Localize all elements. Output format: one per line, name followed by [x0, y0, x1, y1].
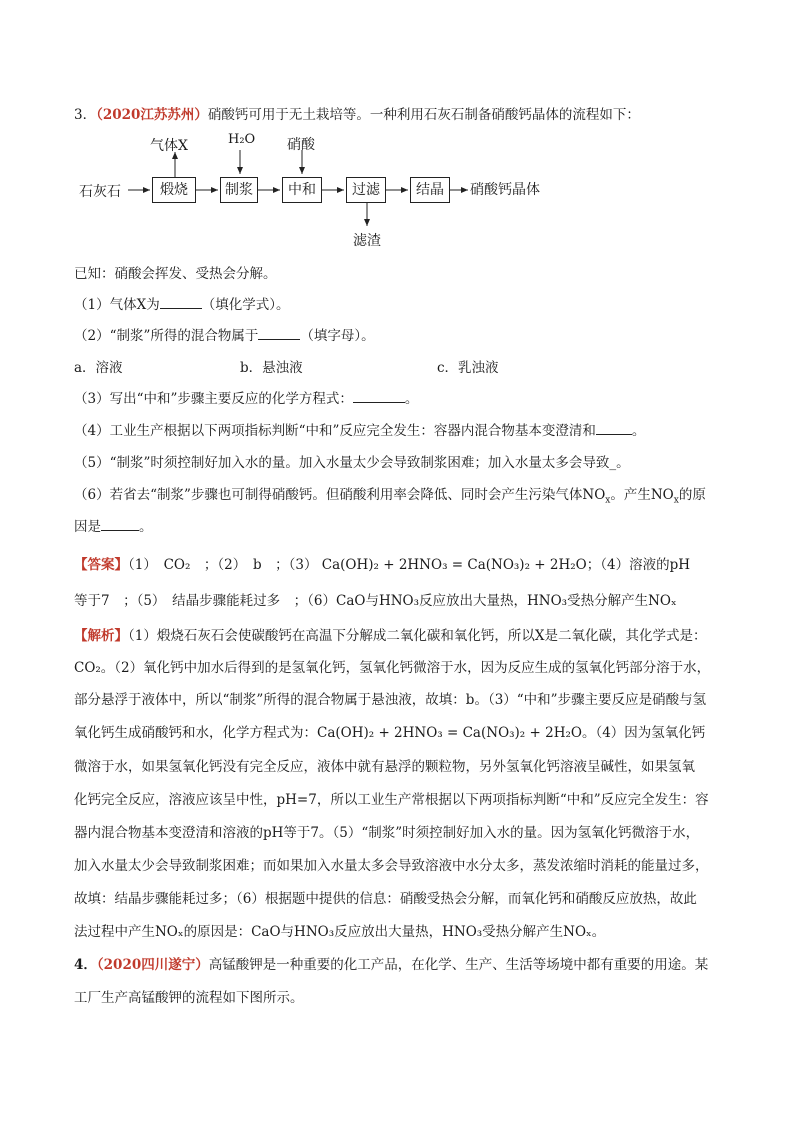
- question-4-source: （2020四川遂宁）: [96, 957, 209, 973]
- sub-question-3: [74, 387, 418, 407]
- sub-question-2-suffix: （填字母）。: [300, 328, 375, 344]
- sub-question-1-suffix: （填化学式）。: [201, 297, 290, 313]
- question-4-stem: 高锰酸钾是一种重要的化工产品，在化学、生产、生活等场境中都有重要的用途。某: [208, 957, 709, 973]
- answer-equation: Ca(OH)₂ + 2HNO₃ = Ca(NO₃)₂ + 2H₂O: [321, 557, 587, 573]
- sub-question-3-text: （3）写出“中和”步骤主要反应的化学方程式：: [74, 391, 353, 407]
- sub-question-5: （5）“制浆”时须控制好加入水的量。加入水量太少会导致制浆困难；加入水量太多会导致_。: [74, 455, 630, 471]
- sub-question-4-suffix: 。: [631, 423, 646, 439]
- flow-step-filter: 过滤: [346, 177, 386, 203]
- sub-question-6-text-3: 的原: [678, 487, 706, 503]
- flow-residue-label: 滤渣: [353, 233, 381, 249]
- sub-question-4-text: （4）工业生产根据以下两项指标判断“中和”反应完全发生：容器内混合物基本变澄清和: [74, 423, 596, 439]
- flow-output-label: 硝酸钙晶体: [470, 182, 540, 198]
- question-stem: 硝酸钙可用于无土栽培等。一种利用石灰石制备硝酸钙晶体的流程如下：: [207, 107, 640, 123]
- flow-water-label: H₂O: [228, 132, 256, 147]
- analysis-line-7: 器内混合物基本变澄清和溶液的pH等于7。（5）“制浆”时须控制好加入水的量。因为氢氧化钙微溶于水，: [74, 825, 700, 841]
- analysis-line-3: 部分悬浮于液体中，所以“制浆”所得的混合物属于悬浊液，故填：b。（3）“中和”步骤主要反应是硝酸与氢: [74, 692, 707, 708]
- sub-question-6-text-2: 。产生NO: [610, 487, 674, 503]
- analysis-line-2: CO₂。（2）氧化钙中加水后得到的是氢氧化钙，氢氧化钙微溶于水，因为反应生成的氢氧化钙部分溶于水，: [74, 660, 711, 676]
- sub-question-6-text-4: 因是: [74, 519, 101, 535]
- sub-question-6-suffix: 。: [139, 519, 153, 535]
- flow-input-label: 石灰石: [79, 184, 121, 200]
- answer-text-2: ；（4）溶液的pH: [586, 557, 690, 573]
- sub-question-3-suffix: 。: [404, 391, 419, 407]
- question-number: 3．: [74, 107, 97, 123]
- question-4-number: 4．: [74, 957, 97, 973]
- flow-step-calcine: 煅烧: [152, 177, 196, 203]
- analysis-line-6: 化钙完全反应，溶液应该呈中性，pH=7，所以工业生产常根据以下两项指标判断“中和”反应完全发生：容: [74, 792, 709, 808]
- sub-question-6-continued: [74, 515, 153, 535]
- known-info: 已知：硝酸会挥发、受热会分解。: [74, 266, 277, 282]
- analysis-line-8: 加入水量太少会导致制浆困难；而如果加入水量太多会导致溶液中水分太多，蒸发浓缩时消耗的能量过多，: [74, 858, 709, 874]
- subscript-x-2: x: [673, 495, 679, 506]
- answer-blank-3: [353, 390, 405, 403]
- answer-line-2: 等于7 ；（5） 结晶步骤能耗过多 ；（6）CaO与HNO₃反应放出大量热，HNO₃受热分解产生NOₓ: [74, 593, 677, 609]
- answer-label: 【答案】: [74, 557, 128, 573]
- flow-arrows: [0, 0, 794, 260]
- sub-question-2: [74, 324, 375, 344]
- sub-question-6: [74, 483, 706, 506]
- flow-acid-label: 硝酸: [287, 137, 315, 153]
- subscript-x: x: [605, 495, 611, 506]
- answer-blank-4: [596, 422, 632, 435]
- answer-blank-6: [101, 518, 139, 531]
- flow-step-slurry: 制浆: [220, 177, 258, 203]
- answer-blank-1: [160, 296, 202, 309]
- question-4-stem-line-2: 工厂生产高锰酸钾的流程如下图所示。: [74, 990, 304, 1006]
- sub-question-4: [74, 419, 645, 439]
- analysis-text-4b: 。（4）因为氢氧化钙: [581, 725, 706, 741]
- question-4-header: [74, 953, 708, 973]
- sub-question-1-text: （1）气体X为: [74, 297, 160, 313]
- analysis-line-5: 微溶于水，如果氢氧化钙没有完全反应，液体中就有悬浮的颗粒物，另外氢氧化钙溶液呈碱性，如果氢氧: [74, 759, 695, 775]
- analysis-line-4: [74, 721, 705, 741]
- option-b: b．悬浊液: [240, 360, 303, 376]
- option-a: a．溶液: [74, 360, 123, 376]
- analysis-equation: Ca(OH)₂ + 2HNO₃ = Ca(NO₃)₂ + 2H₂O: [317, 725, 582, 741]
- analysis-label: 【解析】: [74, 628, 128, 644]
- sub-question-1: [74, 293, 289, 313]
- flow-gas-label: 气体X: [150, 138, 188, 154]
- analysis-line-9: 故填：结晶步骤能耗过多；（6）根据题中提供的信息：硝酸受热会分解，而氧化钙和硝酸反应放热，故此: [74, 891, 697, 907]
- analysis-text-1: （1）煅烧石灰石会使碳酸钙在高温下分解成二氧化碳和氧化钙，所以X是二氧化碳，其化学式是：: [128, 628, 707, 644]
- analysis-line-10: 法过程中产生NOₓ的原因是：CaO与HNO₃反应放出大量热，HNO₃受热分解产生NOₓ。: [74, 924, 606, 940]
- option-c: c．乳浊液: [437, 360, 499, 376]
- sub-question-6-text: （6）若省去“制浆”步骤也可制得硝酸钙。但硝酸利用率会降低、同时会产生污染气体NO: [74, 487, 606, 503]
- analysis-text-4a: 氧化钙生成硝酸钙和水，化学方程式为：: [74, 725, 317, 741]
- sub-question-2-text: （2）“制浆”所得的混合物属于: [74, 328, 259, 344]
- answer-blank-2: [258, 327, 300, 340]
- question-source: （2020江苏苏州）: [96, 107, 208, 123]
- answer-line-1: [74, 553, 690, 573]
- flow-step-neutralize: 中和: [282, 177, 322, 203]
- flow-step-crystallize: 结晶: [410, 177, 450, 203]
- answer-text-1: （1） CO₂ ；（2） b ；（3）: [128, 557, 318, 573]
- analysis-line-1: [74, 624, 706, 644]
